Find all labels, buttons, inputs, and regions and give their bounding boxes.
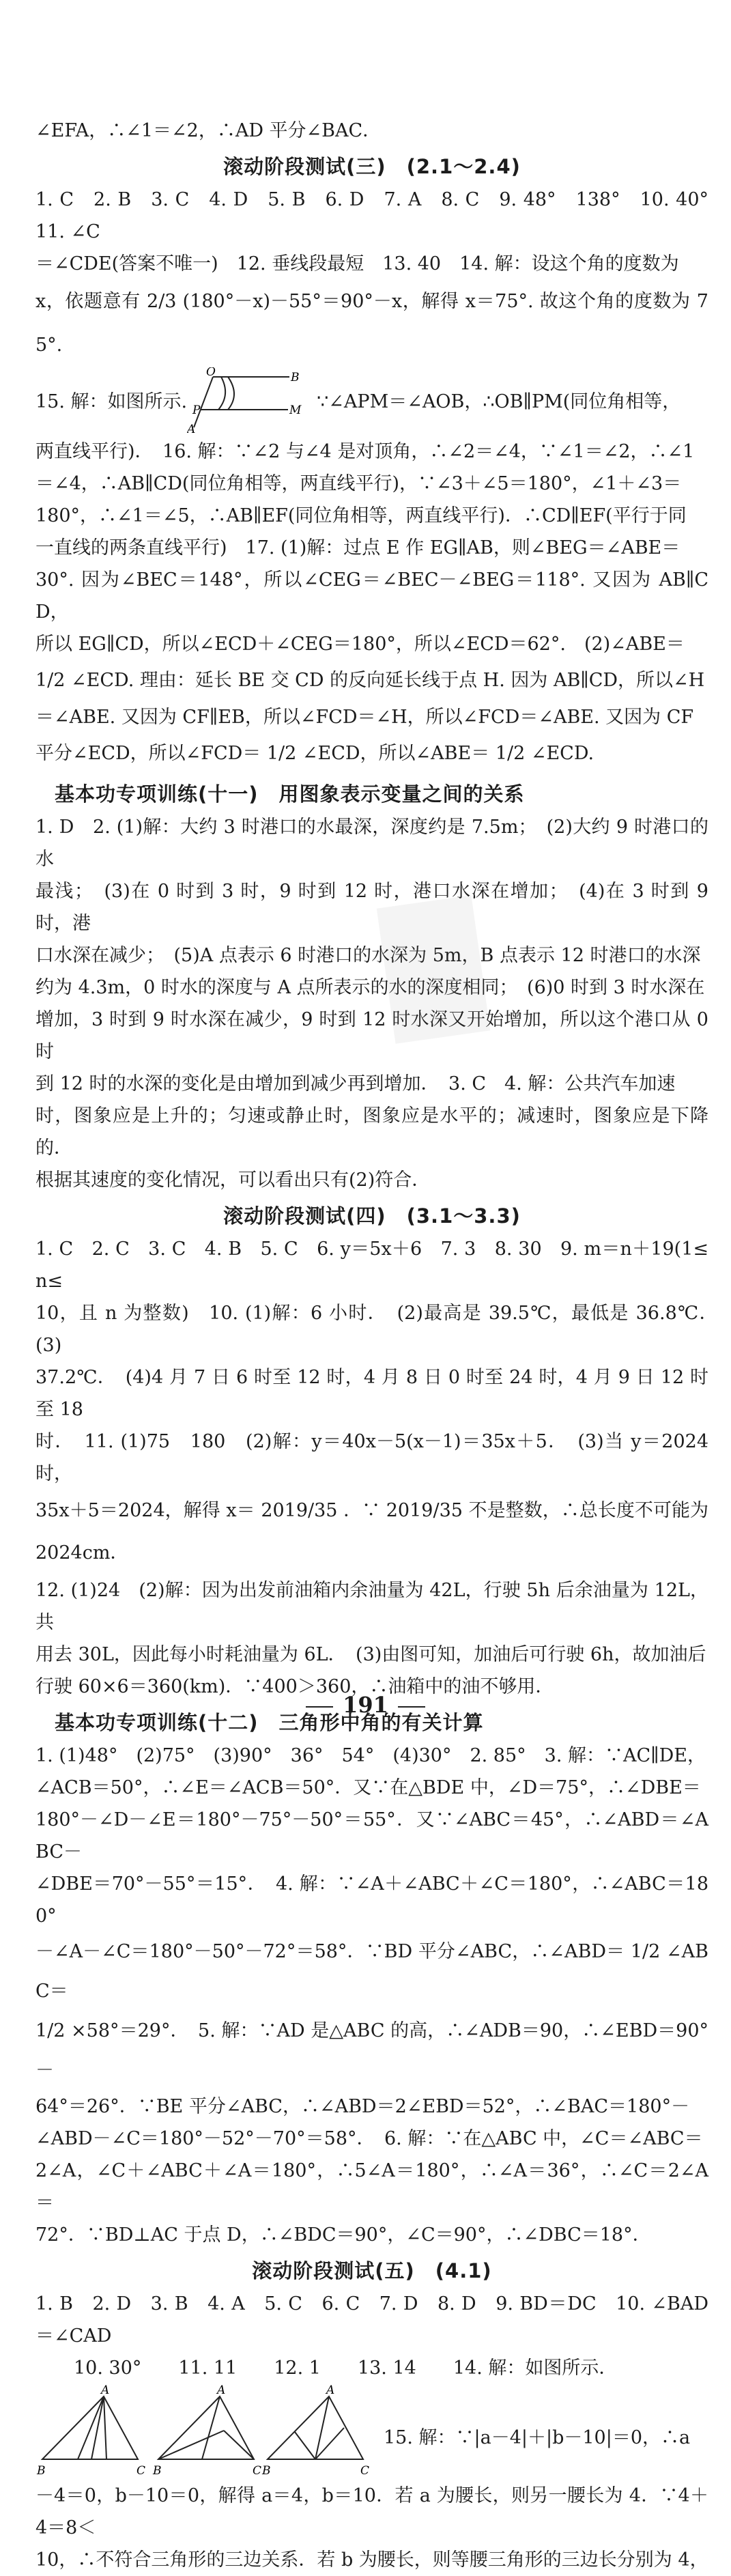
text-line: 30°. 因为∠BEC＝148°，所以∠CEG＝∠BEC－∠BEG＝118°. 又因为 AB∥CD， (35, 569, 708, 623)
page-number-value: 191 (343, 1692, 388, 1718)
text-line: 1. C 2. C 3. C 4. B 5. C 6. y＝5x＋6 7. 3 8. 30 9. m＝n＋19(1≤n≤ (35, 1239, 708, 1292)
figure-15-line (35, 367, 708, 436)
label-a: A (187, 423, 196, 436)
text-line: ∠ACB＝50°，∴∠E＝∠ACB＝50°．又∵在△BDE 中，∠D＝75°，∴∠DBE＝ (35, 1777, 701, 1798)
text-line: ＝∠ABE. 又因为 CF∥EB，所以∠FCD＝∠H，所以∠FCD＝∠ABE. 又因为 CF (35, 707, 694, 728)
text-line: 15. 解：如图所示. (35, 391, 188, 412)
figure-14-side-text (370, 2384, 708, 2454)
text-line: 10，且 n 为整数) 10. (1)解：6 小时． (2)最高是 39.5℃，最低是 36.8℃． (3) (35, 1303, 727, 1356)
text-line: 用去 30L，因此每小时耗油量为 6L． (3)由图可知，加油后可行驶 6h，故加油后 (35, 1644, 706, 1665)
label-b: B (153, 2464, 162, 2478)
label-m: M (289, 404, 302, 417)
label-c: C (253, 2464, 262, 2478)
text-line: 两直线平行)． 16. 解：∵∠2 与∠4 是对顶角，∴∠2＝∠4，∵∠1＝∠2，∴∠1 (35, 441, 695, 462)
text-line: 64°＝26°．∵BE 平分∠ABC，∴∠ABD＝2∠EBD＝52°，∴∠BAC＝180°－ (35, 2096, 690, 2117)
text-line: 到 12 时的水深的变化是由增加到减少再到增加． 3. C 4. 解：公共汽车加速 (35, 1073, 676, 1094)
text-line: ∠ABD－∠C＝180°－52°－70°＝58°． 6. 解：∵在△ABC 中，∠C＝∠ABC＝ (35, 2128, 703, 2149)
text-line: ＝∠4，∴AB∥CD(同位角相等，两直线平行)，∵∠3＋∠5＝180°，∠1＋∠3＝ (35, 473, 682, 494)
text-line: 增加，3 时到 9 时水深在减少，9 时到 12 时水深又开始增加，所以这个港口从 0 时 (35, 1009, 708, 1062)
text-line: －∠A－∠C＝180°－50°－72°＝58°．∵BD 平分∠ABC，∴∠ABD＝ 1/2 ∠ABC＝ (35, 1941, 708, 2002)
label-b: B (262, 2464, 271, 2478)
text-line: 2∠A，∠C＋∠ABC＋∠A＝180°，∴5∠A＝180°，∴∠A＝36°，∴∠C＝2∠A＝ (35, 2160, 708, 2213)
label-b: B (37, 2464, 46, 2478)
label-b: B (291, 371, 300, 384)
page-number-dash (398, 1706, 425, 1708)
figure-14-row (35, 2384, 708, 2480)
section-heading: 基本功专项训练(十二) 三角形中角的有关计算 (55, 1711, 484, 1734)
text-line: 根据其速度的变化情况，可以看出只有(2)符合． (35, 1170, 431, 1191)
text-line: ∠DBE＝70°－55°＝15°． 4. 解：∵∠A＋∠ABC＋∠C＝180°，∴∠ABC＝180° (35, 1873, 708, 1927)
text-line: 约为 4.3m，0 时水的深度与 A 点所表示的水的深度相同； (6)0 时到 3 时水深在 (35, 977, 705, 998)
text-line: 15. 解：∵|a－4|＋|b－10|＝0，∴a (384, 2427, 691, 2448)
text-line: 时． 11. (1)75 180 (2)解：y＝40x－5(x－1)＝35x＋5． (3)当 y＝2024 时， (35, 1431, 708, 1484)
watermark (377, 895, 490, 1044)
section-heading: 基本功专项训练(十一) 用图象表示变量之间的关系 (55, 782, 525, 806)
text-line: 1/2 ×58°＝29°． 5. 解：∵AD 是△ABC 的高，∴∠ADB＝90，∴∠EBD＝90°－ (35, 2020, 708, 2081)
text-line: 180°－∠D－∠E＝180°－75°－50°＝55°．又∵∠ABC＝45°，∴∠ABD＝∠ABC－ (35, 1809, 708, 1863)
text-line: 72°．∵BD⊥AC 于点 D，∴∠BDC＝90°，∠C＝90°，∴∠DBC＝18°． (35, 2224, 651, 2246)
text-line: 时，图象应是上升的；匀速或静止时，图象应是水平的；减速时，图象应是下降的． (35, 1105, 708, 1159)
label-a: A (101, 2384, 110, 2397)
text-line: 12. (1)24 (2)解：因为出发前油箱内余油量为 42L，行驶 5h 后余油量为 12L，共 (35, 1580, 708, 1633)
text-line: 180°，∴∠1＝∠5，∴AB∥EF(同位角相等，两直线平行)．∴CD∥EF(平行于同 (35, 505, 687, 526)
text-line: 平分∠ECD，所以∠FCD＝ 1/2 ∠ECD，所以∠ABE＝ 1/2 ∠ECD. (35, 743, 594, 764)
text-line: 35x＋5＝2024，解得 x＝ 2019/35 ．∵ 2019/35 不是整数，∴总长度不可能为 2024cm． (35, 1500, 708, 1563)
figure-15-diagram (187, 367, 317, 436)
text-line: 37.2℃． (4)4 月 7 日 6 时至 12 时，4 月 8 日 0 时至 24 时，4 月 9 日 12 时至 18 (35, 1367, 708, 1420)
label-c: C (137, 2464, 146, 2478)
text-line: 10. 30° 11. 11 12. 1 13. 14 14. 解：如图所示． (74, 2358, 618, 2379)
section-heading: 滚动阶段测试(三) (2.1～2.4) (223, 155, 521, 178)
label-o: O (206, 367, 216, 379)
answer-page (35, 115, 727, 2576)
text-line: 10，∴不符合三角形的三边关系．若 b 为腰长，则等腰三角形的三边长分别为 4， (35, 2549, 708, 2571)
text-line: 1. (1)48° (2)75° (3)90° 36° 54° (4)30° 2. 85° 3. 解：∵AC∥DE， (35, 1745, 706, 1766)
text-line: 最浅； (3)在 0 时到 3 时，9 时到 12 时，港口水深在增加； (4)在 3 时到 9 时，港 (35, 881, 708, 934)
text-line: x，依题意有 2/3 (180°－x)－55°＝90°－x，解得 x＝75°. 故这个角的度数为 75°. (35, 291, 708, 356)
label-p: P (192, 404, 201, 417)
text-line: 1. C 2. B 3. C 4. D 5. B 6. D 7. A 8. C 9. 48° 138° 10. 40° 11. ∠C (35, 189, 727, 242)
text-line: 口水深在减少； (5)A 点表示 6 时港口的水深为 5m，B 点表示 12 时港口的水深 (35, 945, 701, 966)
section-heading: 滚动阶段测试(四) (3.1～3.3) (223, 1204, 521, 1228)
label-a: A (326, 2384, 335, 2397)
text-line: 1. B 2. D 3. B 4. A 5. C 6. C 7. D 8. D 9. BD＝DC 10. ∠BAD＝∠CAD (35, 2293, 708, 2347)
text-line: 1/2 ∠ECD. 理由：延长 BE 交 CD 的反向延长线于点 H. 因为 AB∥CD，所以∠H (35, 670, 705, 691)
text-line: －4＝0，b－10＝0，解得 a＝4，b＝10．若 a 为腰长，则另一腰长为 4．∵4＋4＝8＜ (35, 2485, 708, 2538)
text-line: 行驶 60×6＝360(km)．∵400＞360，∴油箱中的油不够用． (35, 1676, 554, 1697)
label-c: C (360, 2464, 370, 2478)
page-number-dash (306, 1706, 333, 1708)
text-line: ∠EFA，∴∠1＝∠2，∴AD 平分∠BAC． (35, 120, 382, 141)
section-heading: 滚动阶段测试(五) (4.1) (252, 2259, 492, 2282)
text-line: ∵∠APM＝∠AOB，∴OB∥PM(同位角相等， (317, 391, 681, 412)
text-line: 所以 EG∥CD，所以∠ECD＋∠CEG＝180°，所以∠ECD＝62°. (2)∠ABE＝ (35, 634, 685, 655)
text-line: 一直线的两条直线平行) 17. (1)解：过点 E 作 EG∥AB，则∠BEG＝∠ABE＝ (35, 537, 680, 558)
label-a: A (217, 2384, 226, 2397)
text-line: 1. D 2. (1)解：大约 3 时港口的水最深，深度约是 7.5m； (2)大约 9 时港口的水 (35, 817, 708, 870)
page-number (0, 1692, 731, 1718)
figure-14-diagrams (35, 2384, 370, 2480)
text-line: ＝∠CDE(答案不唯一) 12. 垂线段最短 13. 40 14. 解：设这个角的度数为 (35, 253, 679, 274)
